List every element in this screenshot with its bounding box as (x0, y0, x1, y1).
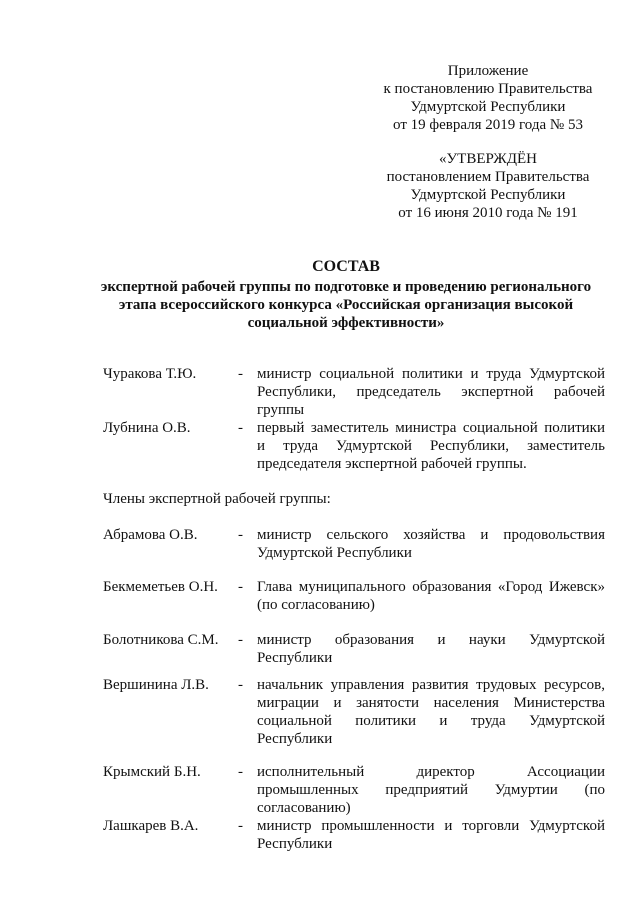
approved-line: Удмуртской Республики (410, 187, 566, 203)
member-description: министр образования и науки Удмуртской Республики (257, 632, 605, 666)
appendix-line: Приложение (447, 63, 529, 79)
title-subtitle-line: экспертной рабочей группы по подготовке и проведению регионального (100, 279, 592, 295)
appendix-header (370, 62, 606, 134)
approved-header (370, 150, 606, 222)
approved-line: постановлением Правительства (386, 169, 590, 185)
member-name: Болотникова С.М. (103, 632, 219, 648)
approved-line: от 16 июня 2010 года № 191 (398, 205, 578, 221)
member-name: Вершинина Л.В. (103, 677, 209, 693)
dash-separator: - (238, 366, 243, 382)
member-name: Чуракова Т.Ю. (103, 366, 197, 382)
member-name: Бекмеметьев О.Н. (103, 579, 218, 595)
member-name: Абрамова О.В. (103, 527, 198, 543)
approved-line: «УТВЕРЖДЁН (439, 151, 537, 167)
member-name: Лашкарев В.А. (103, 818, 199, 834)
member-description: исполнительный директор Ассоциации промышленных предприятий Удмуртии (по согласованию) (257, 764, 605, 816)
dash-separator: - (238, 632, 243, 648)
member-description: первый заместитель министра социальной политики и труда Удмуртской Республики, заместитель председателя экспертной рабочей группы. (257, 420, 605, 472)
dash-separator: - (238, 818, 243, 834)
member-description: начальник управления развития трудовых ресурсов, миграции и занятости населения Министерства социальной политики и труда Удмуртской Республики (257, 677, 605, 747)
appendix-line: Удмуртской Республики (410, 99, 566, 115)
member-description: министр социальной политики и труда Удмуртской Республики, председатель экспертной рабочей группы (257, 366, 605, 418)
title-main: СОСТАВ (312, 258, 380, 275)
member-name: Лубнина О.В. (103, 420, 191, 436)
dash-separator: - (238, 579, 243, 595)
appendix-line: от 19 февраля 2019 года № 53 (393, 117, 583, 133)
document-title (88, 258, 604, 332)
member-description: министр сельского хозяйства и продовольствия Удмуртской Республики (257, 527, 605, 561)
members-label: Члены экспертной рабочей группы: (103, 491, 331, 507)
member-name: Крымский Б.Н. (103, 764, 201, 780)
appendix-line: к постановлению Правительства (383, 81, 593, 97)
title-subtitle-line: этапа всероссийского конкурса «Российская организация высокой (118, 297, 574, 313)
dash-separator: - (238, 764, 243, 780)
dash-separator: - (238, 677, 243, 693)
dash-separator: - (238, 420, 243, 436)
member-description: Глава муниципального образования «Город Ижевск» (по согласованию) (257, 579, 605, 613)
title-subtitle-line: социальной эффективности» (247, 315, 445, 331)
dash-separator: - (238, 527, 243, 543)
member-description: министр промышленности и торговли Удмуртской Республики (257, 818, 605, 852)
